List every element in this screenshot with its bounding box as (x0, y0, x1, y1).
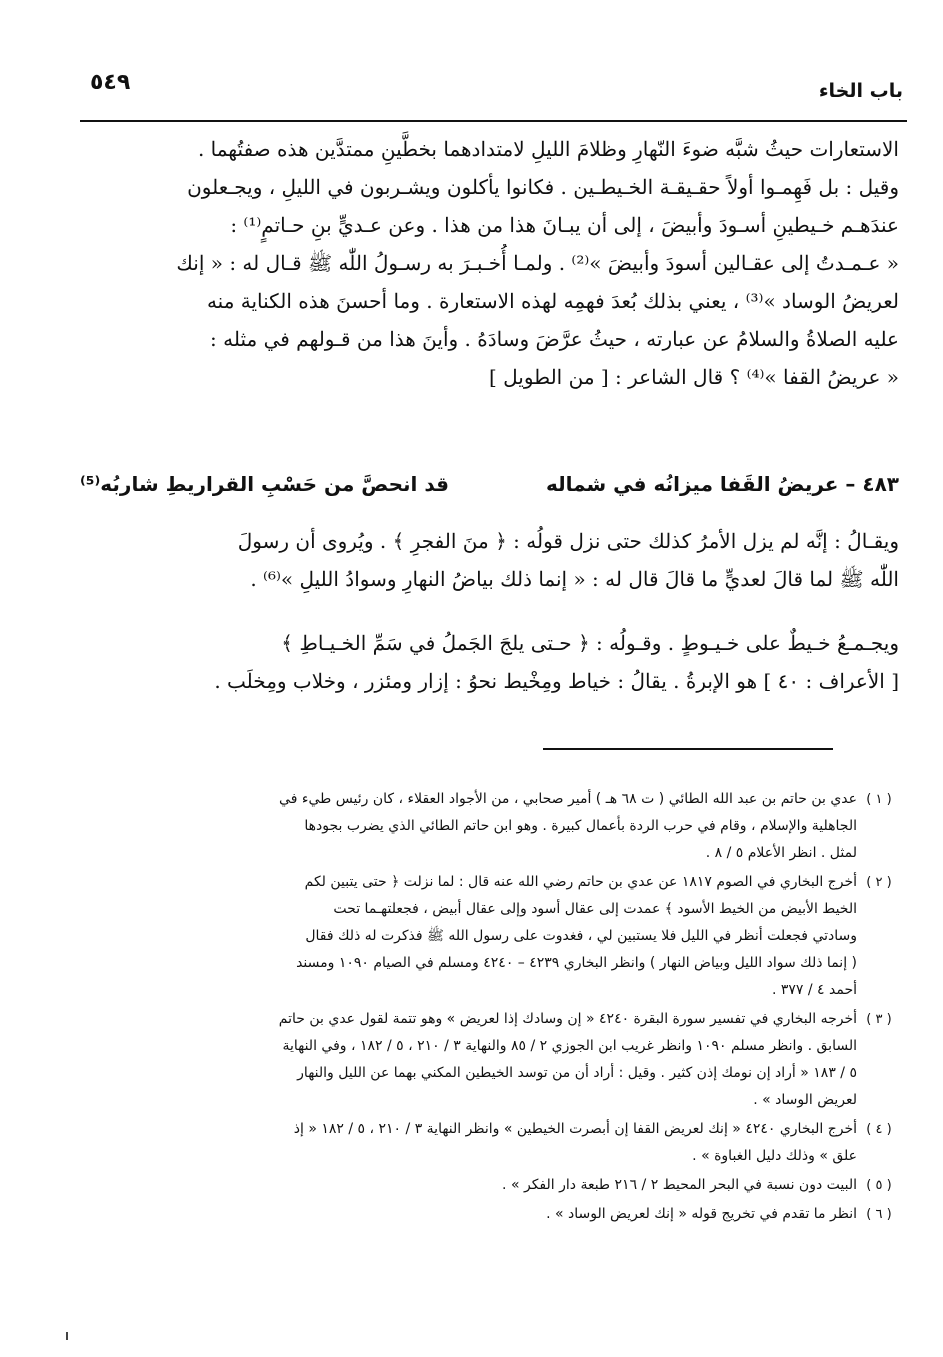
verse-second-hemistich: قد انحصَّ من حَسْبِ القراريطِ شاربُه⁽⁵⁾ (80, 472, 449, 496)
footnote-number: ( ١ ) (866, 792, 892, 807)
footnote-line: ( إنما ذلك سواد الليل وبياض النهار ) وانظر البخاري ٤٢٣٩ – ٤٢٤٠ ومسلم في الصيام ١٠٩٠ ومسند (296, 955, 857, 971)
page-number: ٥٤٩ (90, 70, 131, 95)
footnote-number: ( ٣ ) (866, 1012, 892, 1027)
footnote-line: أخرج البخاري في الصوم ١٨١٧ عن عدي بن حاتم رضي الله عنه قال : لما نزلت ﴿ حتى يتبين لكم (304, 874, 857, 890)
main-text-paragraph (70, 624, 899, 700)
footnote-line: ٥ / ١٨٣ « أراد إن نومك إذن كثير . وقيل : أراد أن من توسد الخيطين المكني بهما عن الليل والنهار (297, 1065, 857, 1081)
footnote-line: أحمد ٤ / ٣٧٧ . (771, 982, 857, 998)
footnote-separator (543, 748, 833, 750)
scan-speck (66, 1332, 68, 1340)
text-line: ويقـالُ : إنَّه لم يزل الأمرُ كذلك حتى نزل قولُه : ﴿ منَ الفجرِ ﴾ . ويُروى أن رسولَ (237, 529, 899, 553)
footnote-number: ( ٤ ) (866, 1122, 892, 1137)
footnote-number: ( ٢ ) (866, 875, 892, 890)
footnote-line: لعريض الوساد » . (753, 1092, 857, 1108)
page-header (80, 66, 903, 112)
footnote-number: ( ٦ ) (866, 1207, 892, 1222)
footnote (70, 1172, 899, 1199)
footnote-line: انظر ما تقدم في تخريج قوله « إنك لعريض الوساد » . (546, 1206, 857, 1222)
footnotes (70, 786, 899, 1230)
text-line: ويجـمـعُ خـيطٌ على خـيـوطٍ . وقـولُه : ﴿ حـتى يلجَ الجَملُ في سَمِّ الخـيـاطِ ﴾ (281, 631, 899, 655)
footnote-line: البيت دون نسبة في البحر المحيط ٢ / ٢١٦ طبعة دار الفكر » . (502, 1177, 857, 1193)
text-line: « عـمـدتُ إلى عقـالين أسودَ وأبيضَ »⁽²⁾ . ولمـا أُخـبـرَ به رسـولُ اللّٰه ﷺ قـال له : « إنك (176, 251, 899, 275)
footnote (70, 1201, 899, 1228)
text-line: وقيل : بل فَهِمـوا أولاً حقـيقـة الخـيطـين . فكانوا يأكلون ويشـربون في الليلِ ، ويجـعلون (187, 175, 899, 199)
footnote-line: أخرج البخاري ٤٢٤٠ « إنك لعريض القفا إن أبصرت الخيطين » وانظر النهاية ٣ / ٢١٠ ، ٥ / ١٨٢ « إذ (293, 1121, 857, 1137)
footnote-number: ( ٥ ) (866, 1178, 892, 1193)
footnote-line: أخرجه البخاري في تفسير سورة البقرة ٤٢٤٠ « إن وسادك إذا لعريض » وهو تتمة لقول عدي بن حاتم (278, 1011, 857, 1027)
footnote-line: الجاهلية والإسلام ، وقام في حرب الردة بأعمال كبيرة . وهو ابن حاتم الطائي الذي يضرب بجودها (304, 818, 857, 834)
text-line: عندَهـم خـيطينِ أسـودَ وأبيضَ ، إلى أن يبـانَ هذا من هذا . وعن عـديٍّ بنِ حـاتمٍ⁽¹⁾ : (230, 213, 899, 237)
footnote (70, 1116, 899, 1170)
main-text-continued (70, 522, 899, 598)
verse-first-hemistich: ٤٨٣ – عريضُ القَفا ميزانُه في شماله (545, 472, 899, 496)
header-rule (80, 120, 907, 122)
main-text (70, 130, 899, 396)
footnote-line: وسادتي فجعلت أنظر في الليل فلا يستبين لي ، فغدوت على رسول الله ﷺ فذكرت له ذلك فقال (305, 928, 857, 944)
footnote (70, 1006, 899, 1114)
text-line: عليه الصلاةُ والسلامُ عن عبارته ، حيثُ عرَّضَ وسادَهُ . وأينَ هذا من قـولهم في مثله : (210, 327, 899, 351)
footnote-line: السابق . وانظر مسلم ١٠٩٠ وانظر غريب ابن الجوزي ٢ / ٨٥ والنهاية ٣ / ٢١٠ ، ٥ / ١٨٢ ، وفي النهاية (282, 1038, 857, 1054)
text-line: « عريضُ القفا »⁽⁴⁾ ؟ قال الشاعر : [ من الطويل ] (488, 365, 899, 389)
text-line: لعريضُ الوساد »⁽³⁾ ، يعني بذلك بُعدَ فهمِه لهذه الاستعارة . وما أحسنَ هذه الكناية منه (206, 289, 899, 313)
text-line: الاستعارات حيثُ شبَّه ضوءَ النّهارِ وظلامَ الليلِ لامتدادهما بخطَّينِ ممتدَّين هذه صفتُهما . (197, 137, 899, 161)
text-line: اللّٰه ﷺ لما قالَ لعديٍّ ما قالَ قال له : « إنما ذلك بياضُ النهارِ وسوادُ الليلِ »⁽⁶⁾ . (250, 567, 899, 591)
footnote-line: عدي بن حاتم بن عبد الله الطائي ( ت ٦٨ هـ ) أمير صحابي ، من الأجواد العقلاء ، كان رئيس طيء في (279, 791, 857, 807)
chapter-title: باب الخاء (818, 80, 903, 102)
footnote (70, 869, 899, 1004)
poetry-verse (70, 466, 899, 506)
text-line: [ الأعراف : ٤٠ ] هو الإبرةُ . يقالُ : خياط ومِخْيط نحوُ : إزار ومئزر ، وخلاب ومِخلَب . (214, 669, 899, 693)
footnote-line: علق » وذلك دليل الغباوة » . (692, 1148, 857, 1164)
footnote-line: الخيط الأبيض من الخيط الأسود ﴾ عمدت إلى عقال أسود وإلى عقال أبيض ، فجعلتهـما تحت (333, 901, 857, 917)
footnote (70, 786, 899, 867)
footnote-line: لمثل . انظر الأعلام ٥ / ٨ . (705, 845, 857, 861)
